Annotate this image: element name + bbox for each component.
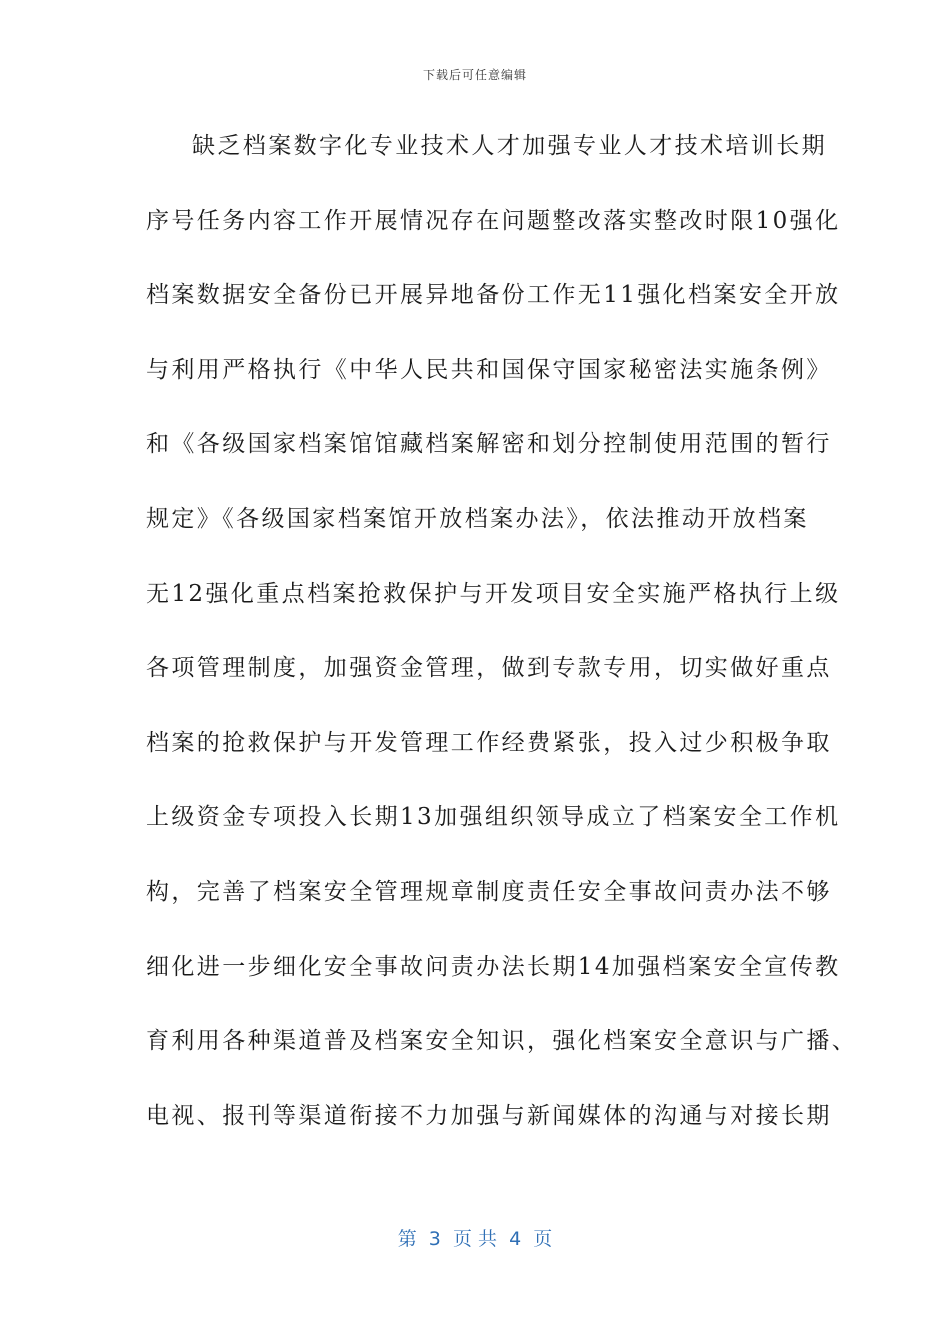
page-number-footer: 第 3 页 共 4 页 [397,1228,553,1250]
body-line: 规定》《各级国家档案馆开放档案办法》，依法推动开放档案 [146,505,809,532]
body-line: 序号任务内容工作开展情况存在问题整改落实整改时限10强化 [146,207,841,234]
body-line: 构，完善了档案安全管理规章制度责任安全事故问责办法不够 [146,878,832,905]
document-body [146,122,858,1166]
body-line: 各项管理制度，加强资金管理，做到专款专用，切实做好重点 [146,655,832,682]
body-line: 和《各级国家档案馆馆藏档案解密和划分控制使用范围的暂行 [146,431,832,458]
body-line: 育利用各种渠道普及档案安全知识，强化档案安全意识与广播、 [146,1028,858,1055]
body-line: 缺乏档案数字化专业技术人才加强专业人才技术培训长期 [192,133,827,159]
body-line: 无12强化重点档案抢救保护与开发项目安全实施严格执行上级 [146,580,841,607]
body-line: 与利用严格执行《中华人民共和国保守国家秘密法实施条例》 [146,356,832,383]
body-line: 电视、报刊等渠道衔接不力加强与新闻媒体的沟通与对接长期 [146,1102,832,1129]
body-line: 档案的抢救保护与开发管理工作经费紧张，投入过少积极争取 [146,729,832,756]
body-line: 上级资金专项投入长期13加强组织领导成立了档案安全工作机 [146,804,841,831]
body-line: 档案数据安全备份已开展异地备份工作无11强化档案安全开放 [146,282,841,309]
body-line: 细化进一步细化安全事故问责办法长期14加强档案安全宣传教 [146,953,841,980]
page-header: 下载后可任意编辑 [422,68,527,82]
